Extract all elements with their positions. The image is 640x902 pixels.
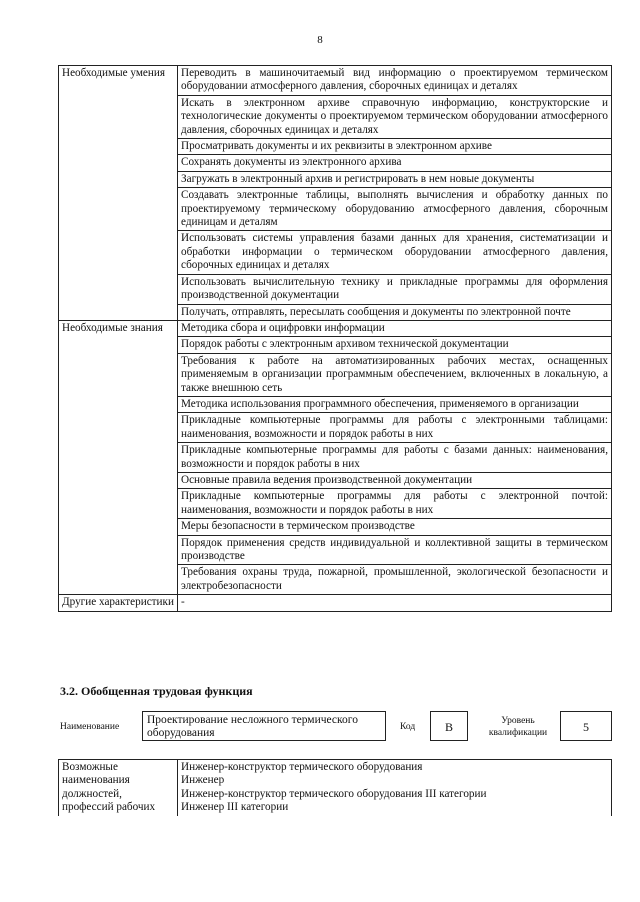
requirement-row xyxy=(59,66,612,96)
requirement-category: Необходимые умения xyxy=(59,66,178,321)
requirement-row xyxy=(59,320,612,336)
position-item: Инженер xyxy=(181,774,225,787)
requirement-item: Методика сбора и оцифровки информации xyxy=(178,320,612,336)
requirement-item: Требования охраны труда, пожарной, промышленной, экологической безопасности и электробезопасности xyxy=(178,565,612,595)
requirement-category: Другие характеристики xyxy=(59,595,178,611)
name-value: Проектирование несложного термического оборудования xyxy=(142,711,386,741)
qualification-level-value: 5 xyxy=(560,711,612,741)
code-value: B xyxy=(430,711,468,741)
requirement-item: Порядок работы с электронным архивом технической документации xyxy=(178,337,612,353)
position-item: Инженер-конструктор термического оборудования III категории xyxy=(181,787,487,800)
qualification-level-label: Уровень квалификации xyxy=(488,716,548,738)
position-item: Инженер-конструктор термического оборудования xyxy=(181,761,423,773)
requirement-item: Прикладные компьютерные программы для работы с электронной почтой: наименования, возможности и порядок работы в них xyxy=(178,489,612,519)
requirement-category: Необходимые знания xyxy=(59,320,178,594)
page-number: 8 xyxy=(317,34,323,46)
requirement-item: Искать в электронном архиве справочную информацию, конструкторские и технологические документы о проектируемом термическом оборудовании атмосферного давления, сборочных единицах и деталях xyxy=(178,95,612,138)
positions-table xyxy=(58,759,612,816)
requirement-item: Загружать в электронный архив и регистрировать в нем новые документы xyxy=(178,171,612,187)
positions-label: Возможные наименования должностей, профессий рабочих xyxy=(59,760,178,816)
requirement-item: Переводить в машиночитаемый вид информацию о проектируемом термическом оборудовании атмосферного давления, сборочных единицах и деталях xyxy=(178,66,612,96)
requirement-item: Основные правила ведения производственной документации xyxy=(178,472,612,488)
code-label: Код xyxy=(400,722,416,732)
requirements-table xyxy=(58,65,612,612)
requirement-item: - xyxy=(178,595,612,611)
requirement-item: Меры безопасности в термическом производстве xyxy=(178,519,612,535)
requirement-row xyxy=(59,595,612,611)
requirement-item: Требования к работе на автоматизированных рабочих местах, оснащенных применяемым в организации программным обеспечением, включенных в локальную, а также внешнюю сеть xyxy=(178,353,612,396)
requirement-item: Использовать системы управления базами данных для хранения, систематизации и обработки информации о термическом оборудовании атмосферного давления, сборочных единицах и деталях xyxy=(178,231,612,274)
requirement-item: Сохранять документы из электронного архива xyxy=(178,155,612,171)
requirement-item: Просматривать документы и их реквизиты в электронном архиве xyxy=(178,139,612,155)
requirement-item: Методика использования программного обеспечения, применяемого в организации xyxy=(178,396,612,412)
requirement-item: Создавать электронные таблицы, выполнять вычисления и обработку данных по проектируемому термическому оборудованию атмосферного давления, сборочным единицам и деталям xyxy=(178,188,612,231)
positions-list xyxy=(178,760,612,816)
section-title: 3.2. Обобщенная трудовая функция xyxy=(60,684,253,698)
requirement-item: Порядок применения средств индивидуальной и коллективной защиты в термическом производстве xyxy=(178,535,612,565)
general-function-header xyxy=(60,711,612,747)
requirement-item: Прикладные компьютерные программы для работы с электронными таблицами: наименования, возможности и порядок работы в них xyxy=(178,413,612,443)
requirement-item: Прикладные компьютерные программы для работы с базами данных: наименования, возможности и порядок работы в них xyxy=(178,443,612,473)
position-item: Инженер III категории xyxy=(181,801,289,814)
requirement-item: Получать, отправлять, пересылать сообщения и документы по электронной почте xyxy=(178,304,612,320)
name-label: Наименование xyxy=(60,722,120,732)
requirement-item: Использовать вычислительную технику и прикладные программы для оформления производственной документации xyxy=(178,274,612,304)
positions-row xyxy=(59,760,612,816)
